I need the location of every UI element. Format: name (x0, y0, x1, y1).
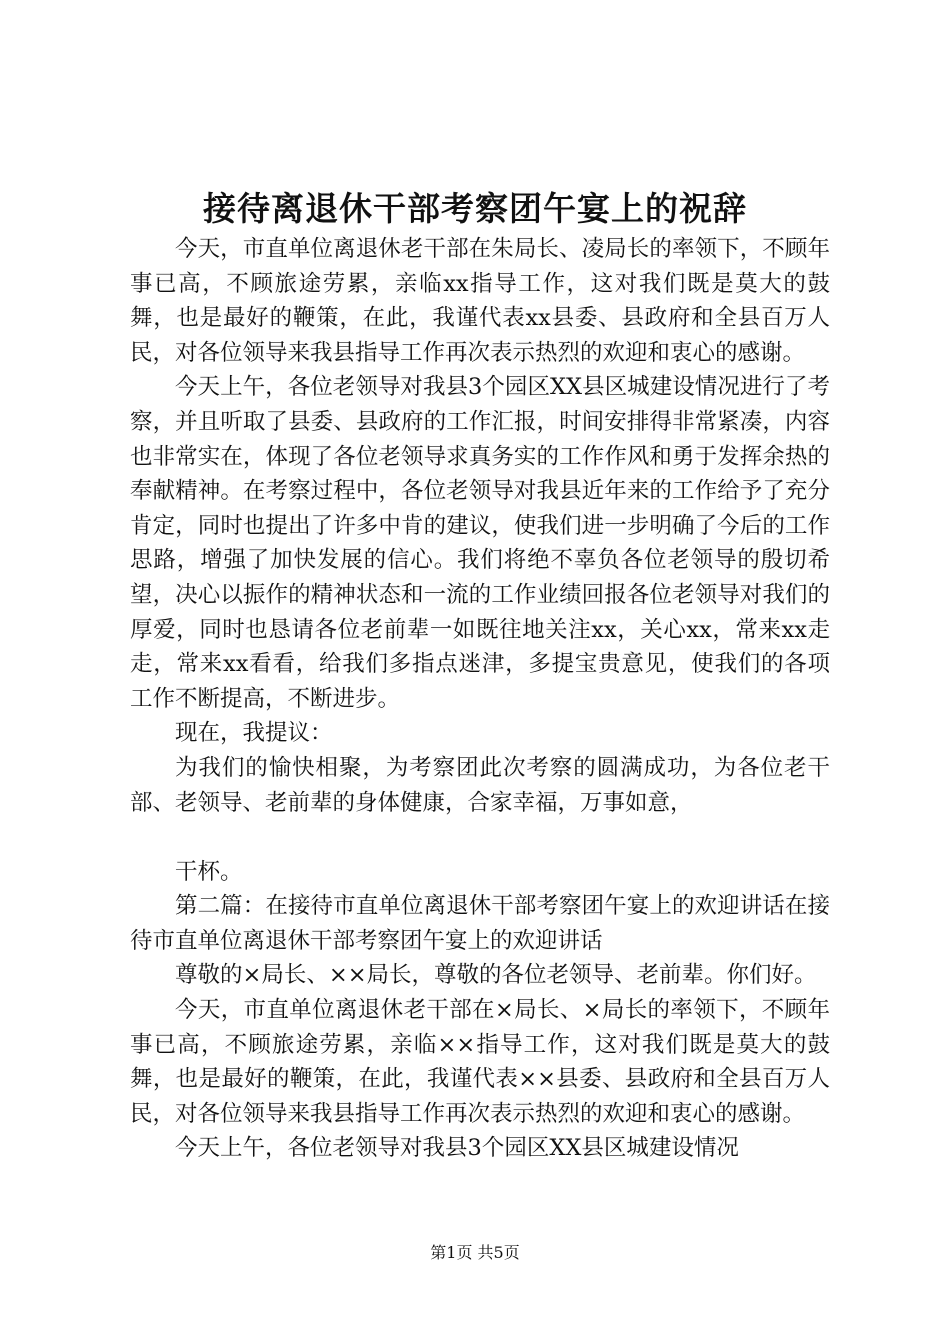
page-number: 第1页 共5页 (430, 1243, 520, 1262)
paragraph-greeting: 尊敬的×局长、××局长，尊敬的各位老领导、老前辈。你们好。 (175, 962, 817, 989)
document-title: 接待离退休干部考察团午宴上的祝辞 (203, 189, 747, 228)
paragraph-second-article-heading: 第二篇：在接待市直单位离退休干部考察团午宴上的欢迎讲话在接待市直单位离退休干部考察团午宴上的欢迎讲话 (130, 893, 830, 954)
paragraph-opening: 今天，市直单位离退休老干部在朱局长、凌局长的率领下，不顾年事已高，不顾旅途劳累，亲临xx指导工作，这对我们既是莫大的鼓舞，也是最好的鞭策，在此，我谨代表xx县委、县政府和全县百万人民，对各位领导来我县指导工作再次表示热烈的欢迎和衷心的感谢。 (130, 236, 830, 366)
paragraph-welcome: 今天，市直单位离退休老干部在×局长、×局长的率领下，不顾年事已高，不顾旅途劳累，亲临××指导工作，这对我们既是莫大的鼓舞，也是最好的鞭策，在此，我谨代表××县委、县政府和全县百万人民，对各位领导来我县指导工作再次表示热烈的欢迎和衷心的感谢。 (130, 997, 830, 1127)
paragraph-inspection-repeat: 今天上午，各位老领导对我县3个园区XX县区城建设情况 (175, 1135, 739, 1162)
paragraph-toast: 为我们的愉快相聚，为考察团此次考察的圆满成功，为各位老干部、老领导、老前辈的身体健康，合家幸福，万事如意， (130, 754, 830, 816)
document-body (130, 232, 830, 1166)
paragraph-inspection: 今天上午，各位老领导对我县3个园区XX县区城建设情况进行了考察，并且听取了县委、县政府的工作汇报，时间安排得非常紧凑，内容也非常实在，体现了各位老领导求真务实的工作作风和勇于发挥余热的奉献精神。在考察过程中，各位老领导对我县近年来的工作给予了充分肯定，同时也提出了许多中肯的建议，使我们进一步明确了今后的工作思路，增强了加快发展的信心。我们将绝不辜负各位老领导的殷切希望，决心以振作的精神状态和一流的工作业绩回报各位老领导对我们的厚爱，同时也恳请各位老前辈一如既往地关注xx，关心xx，常来xx走走，常来xx看看，给我们多指点迷津，多提宝贵意见，使我们的各项工作不断提高，不断进步。 (130, 374, 830, 712)
paragraph-proposal: 现在，我提议： (175, 720, 333, 747)
paragraph-cheers: 干杯。 (175, 858, 243, 885)
